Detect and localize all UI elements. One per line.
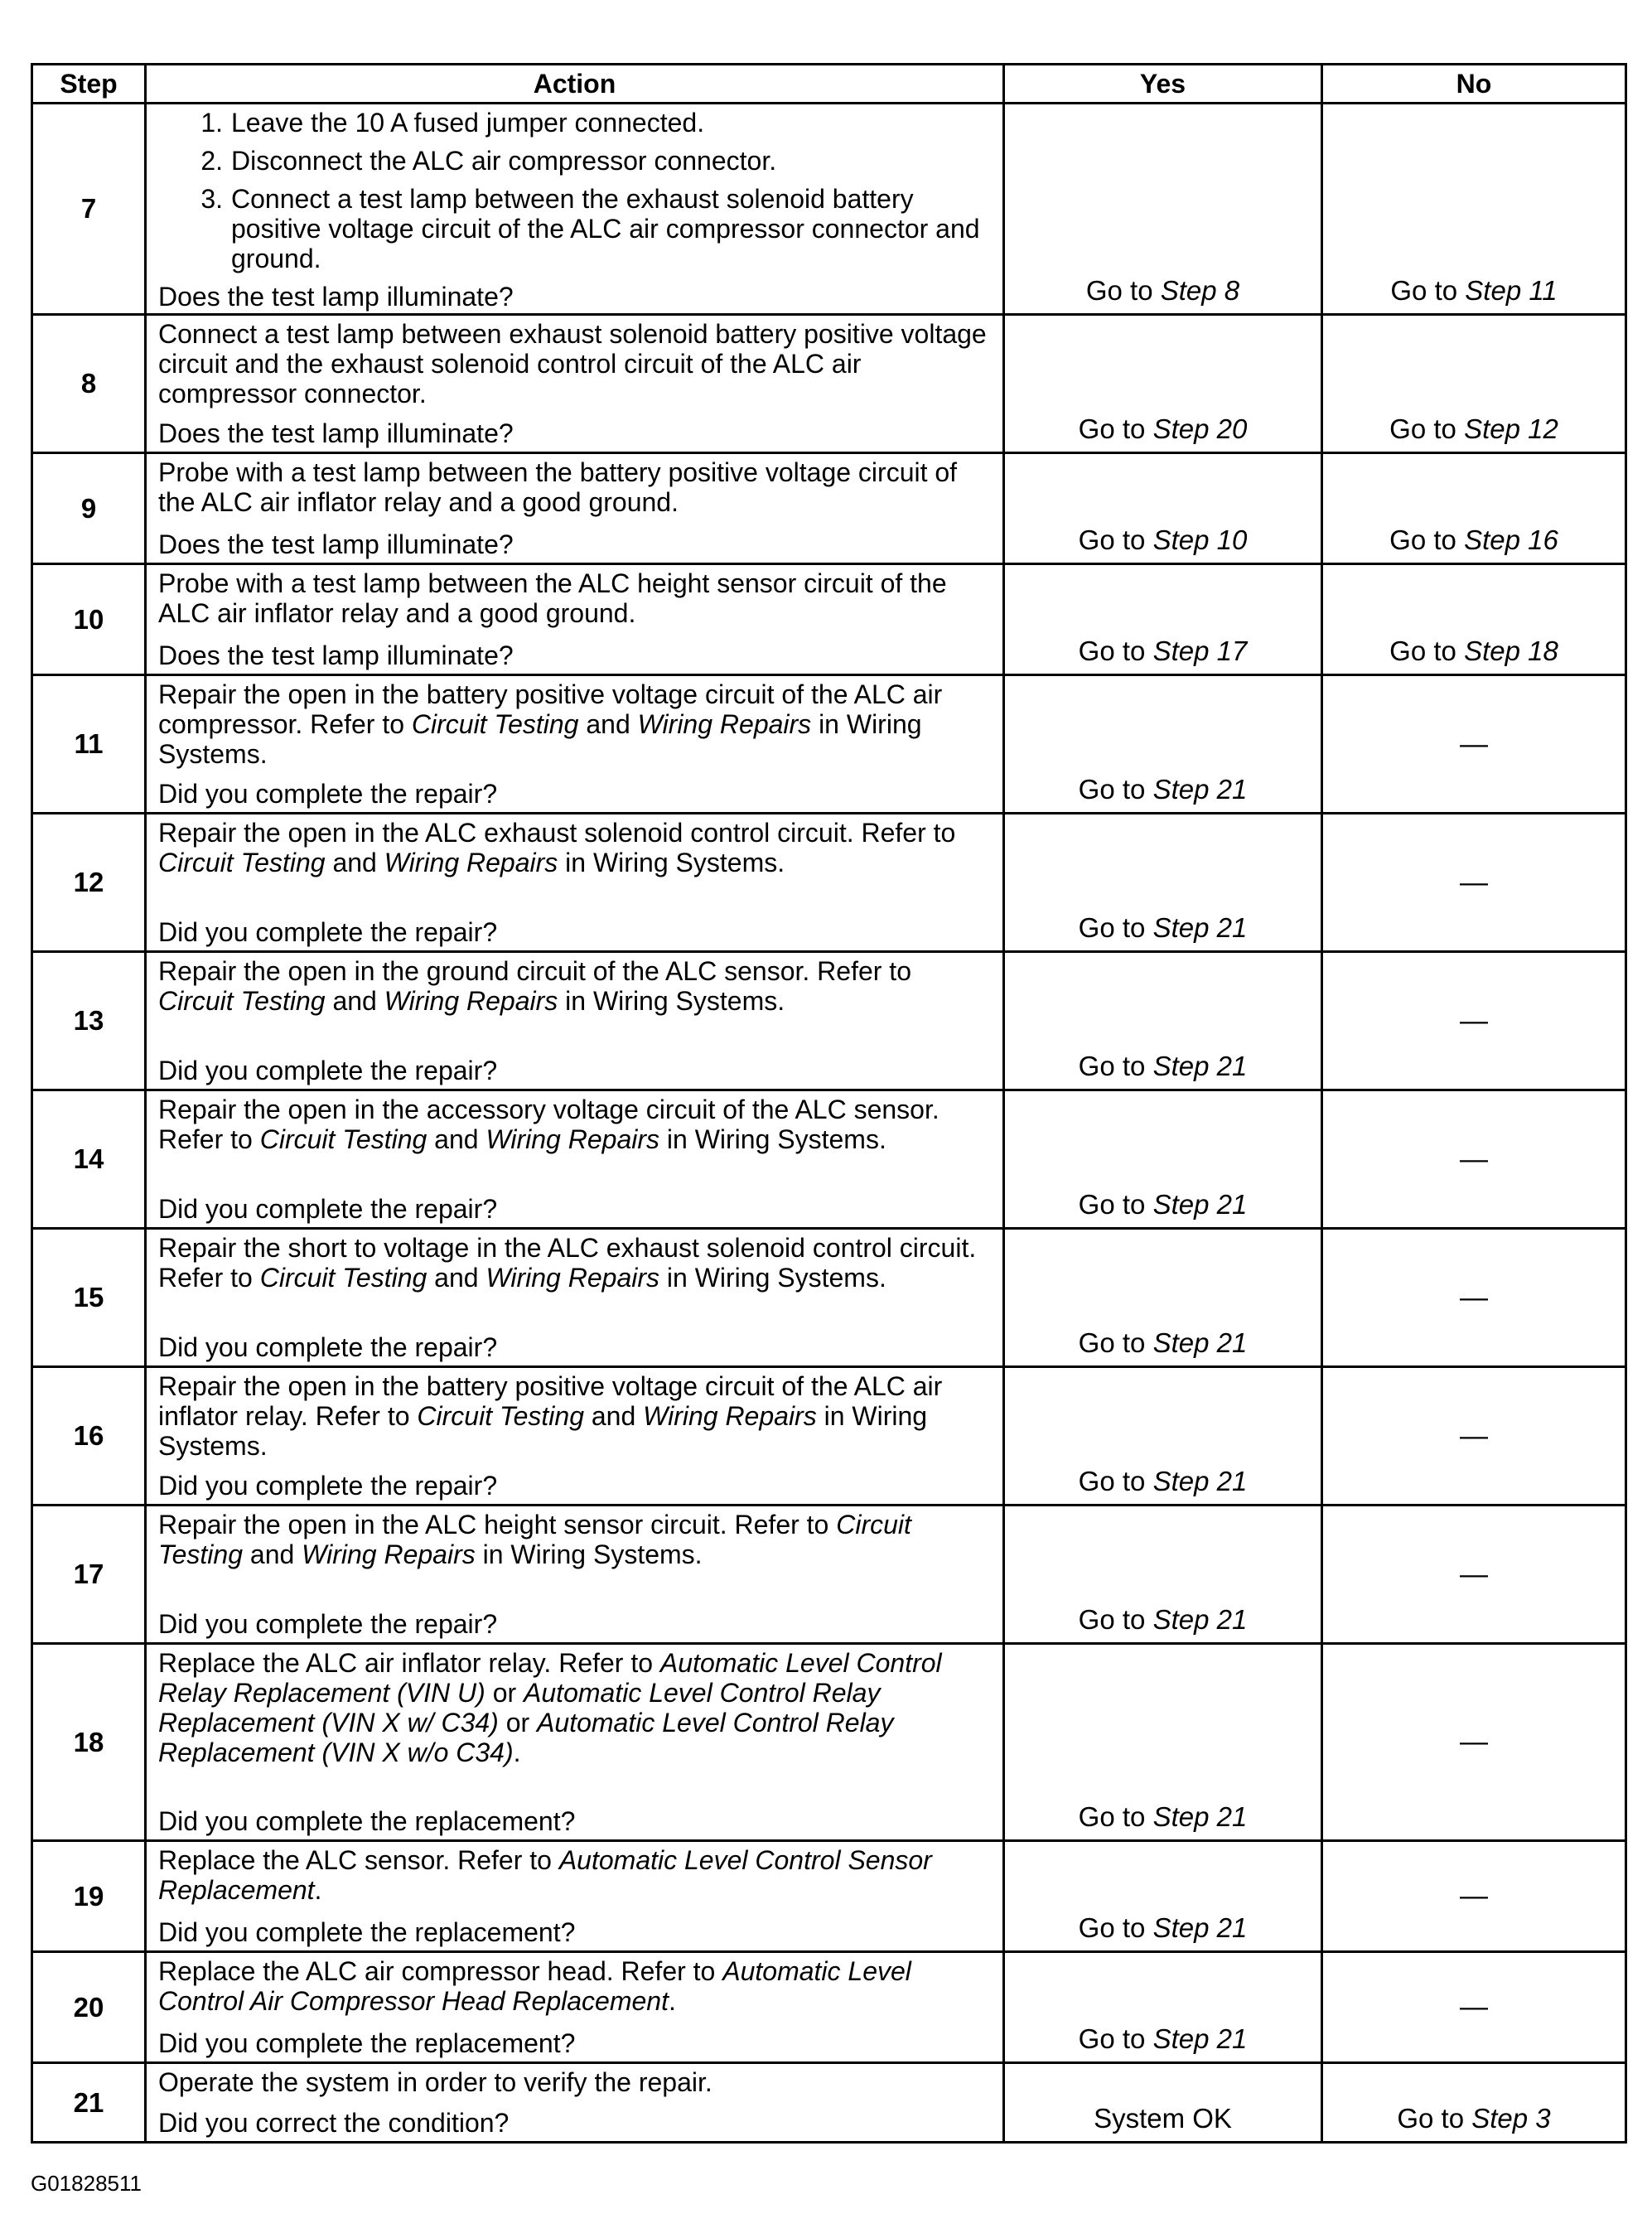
- action-text: Repair the short to voltage in the ALC exhaust solenoid control circuit. Refer to Circuit Testing and Wiring Repairs in Wiring Systems.: [158, 1233, 977, 1293]
- reference-link[interactable]: Circuit Testing: [417, 1401, 584, 1431]
- empty-dash: —: [1460, 1143, 1488, 1175]
- table-row: [32, 1229, 1626, 1367]
- header-row: [32, 65, 1626, 104]
- question-text: Did you complete the repair?: [158, 1471, 498, 1501]
- action-text: Repair the open in the ALC exhaust solenoid control circuit. Refer to Circuit Testing and Wiring Repairs in Wiring Systems.: [158, 818, 956, 877]
- yes-cell: Go to Step 21: [1004, 1367, 1322, 1506]
- step-number: 8: [32, 315, 146, 453]
- reference-link[interactable]: Wiring Repairs: [485, 1263, 659, 1293]
- yes-cell: [1004, 2063, 1322, 2143]
- reference-link[interactable]: Circuit Testing: [158, 1510, 911, 1569]
- no-cell: Go to Step 16: [1322, 453, 1626, 564]
- action-text: Replace the ALC air inflator relay. Refer to Automatic Level Control Relay Replacement (VIN U) or Automatic Level Control Relay Replacement (VIN X w/ C34) or Automatic Level Control Relay Replacement (VIN X w/o C34).: [158, 1648, 942, 1767]
- step-number: 13: [32, 952, 146, 1090]
- no-cell: [1322, 952, 1626, 1090]
- no-cell: [1322, 1506, 1626, 1644]
- table-row: [32, 1506, 1626, 1644]
- question-text: Did you complete the repair?: [158, 1332, 498, 1362]
- yes-cell: Go to Step 21: [1004, 1644, 1322, 1841]
- table-row: [32, 1644, 1626, 1841]
- action-text: Repair the open in the ALC height sensor circuit. Refer to Circuit Testing and Wiring Repairs in Wiring Systems.: [158, 1510, 911, 1569]
- reference-link[interactable]: Circuit Testing: [158, 848, 326, 877]
- action-cell: [146, 1506, 1004, 1644]
- step-number: 15: [32, 1229, 146, 1367]
- table-row: [32, 564, 1626, 675]
- step-number: 17: [32, 1506, 146, 1644]
- step-number: 11: [32, 675, 146, 814]
- reference-link[interactable]: Circuit Testing: [411, 709, 579, 739]
- action-text: Repair the open in the battery positive voltage circuit of the ALC air compressor. Refer to Circuit Testing and Wiring Repairs in Wiring Systems.: [158, 679, 943, 769]
- diagnostic-table-sheet: [31, 63, 1625, 2144]
- no-cell: Go to Step 3: [1322, 2063, 1626, 2143]
- yes-cell: Go to Step 21: [1004, 1841, 1322, 1952]
- action-text: Repair the open in the accessory voltage circuit of the ALC sensor. Refer to Circuit Testing and Wiring Repairs in Wiring Systems.: [158, 1095, 940, 1154]
- empty-dash: —: [1460, 1558, 1488, 1590]
- reference-link[interactable]: Circuit Testing: [158, 986, 326, 1016]
- question-text: Did you complete the repair?: [158, 779, 498, 809]
- empty-dash: —: [1460, 1004, 1488, 1037]
- step-link[interactable]: Step 21: [1152, 2023, 1248, 2054]
- reference-link[interactable]: Wiring Repairs: [384, 986, 558, 1016]
- list-item: 2. Disconnect the ALC air compressor connector.: [200, 146, 777, 176]
- header-yes: Yes: [1004, 65, 1322, 104]
- action-text: Probe with a test lamp between the battery positive voltage circuit of the ALC air inflator relay and a good ground.: [158, 457, 958, 517]
- action-cell: [146, 1841, 1004, 1952]
- question-text: Did you complete the repair?: [158, 1056, 498, 1085]
- question-text: Does the test lamp illuminate?: [158, 529, 514, 559]
- table-row: [32, 315, 1626, 453]
- action-text: Replace the ALC sensor. Refer to Automatic Level Control Sensor Replacement.: [158, 1845, 932, 1905]
- step-number: 9: [32, 453, 146, 564]
- action-cell: [146, 104, 1004, 315]
- reference-link[interactable]: Automatic Level Control Relay Replacement (VIN X w/ C34): [158, 1678, 881, 1738]
- step-number: 14: [32, 1090, 146, 1229]
- step-link[interactable]: Step 21: [1152, 1604, 1248, 1635]
- no-cell: [1322, 675, 1626, 814]
- action-cell: [146, 675, 1004, 814]
- empty-dash: —: [1460, 1419, 1488, 1452]
- reference-link[interactable]: Wiring Repairs: [485, 1124, 659, 1154]
- empty-dash: —: [1460, 1726, 1488, 1757]
- question-text: Did you complete the replacement?: [158, 1917, 576, 1947]
- question-text: Does the test lamp illuminate?: [158, 640, 514, 670]
- yes-cell: Go to Step 21: [1004, 1506, 1322, 1644]
- reference-link[interactable]: Wiring Repairs: [643, 1401, 817, 1431]
- action-cell: [146, 1367, 1004, 1506]
- no-cell: [1322, 1952, 1626, 2063]
- action-cell: [146, 564, 1004, 675]
- action-cell: [146, 2063, 1004, 2143]
- no-cell: [1322, 1090, 1626, 1229]
- header-no: No: [1322, 65, 1626, 104]
- yes-cell: Go to Step 17: [1004, 564, 1322, 675]
- step-number: 19: [32, 1841, 146, 1952]
- reference-link[interactable]: Wiring Repairs: [637, 709, 812, 739]
- reference-link[interactable]: Automatic Level Control Sensor Replacement: [158, 1845, 932, 1905]
- step-link[interactable]: Step 17: [1152, 636, 1248, 666]
- step-link[interactable]: Step 12: [1464, 413, 1558, 444]
- step-link[interactable]: Step 21: [1152, 1189, 1248, 1220]
- table-row: [32, 1841, 1626, 1952]
- yes-cell: Go to Step 21: [1004, 814, 1322, 952]
- substep-list: [158, 108, 993, 282]
- yes-cell: Go to Step 10: [1004, 453, 1322, 564]
- step-number: 10: [32, 564, 146, 675]
- action-text: Connect a test lamp between exhaust solenoid battery positive voltage circuit and the exhaust solenoid control circuit of the ALC air compressor connector.: [158, 319, 987, 408]
- table-row: [32, 952, 1626, 1090]
- table-row: [32, 104, 1626, 315]
- table-row: [32, 2063, 1626, 2143]
- yes-cell: Go to Step 21: [1004, 1952, 1322, 2063]
- empty-dash: —: [1460, 1281, 1488, 1313]
- step-link[interactable]: Step 21: [1152, 1912, 1248, 1943]
- table-row: [32, 1952, 1626, 2063]
- step-link[interactable]: Step 21: [1152, 1801, 1248, 1832]
- reference-link[interactable]: Wiring Repairs: [384, 848, 558, 877]
- reference-link[interactable]: Automatic Level Control Relay Replacement (VIN U): [158, 1648, 942, 1708]
- step-number: 7: [32, 104, 146, 315]
- action-cell: [146, 1644, 1004, 1841]
- table-row: [32, 675, 1626, 814]
- reference-link[interactable]: Automatic Level Control Relay Replacement (VIN X w/o C34): [158, 1708, 894, 1767]
- action-cell: [146, 814, 1004, 952]
- step-link[interactable]: Step 16: [1464, 524, 1558, 555]
- yes-cell: Go to Step 20: [1004, 315, 1322, 453]
- step-link[interactable]: Step 18: [1464, 636, 1558, 666]
- step-link[interactable]: Step 10: [1152, 524, 1248, 555]
- step-link[interactable]: Step 11: [1465, 275, 1558, 306]
- action-cell: [146, 1229, 1004, 1367]
- action-text: Probe with a test lamp between the ALC height sensor circuit of the ALC air inflator relay and a good ground.: [158, 568, 947, 628]
- no-cell: Go to Step 18: [1322, 564, 1626, 675]
- step-link[interactable]: Step 3: [1471, 2103, 1551, 2134]
- action-text: Replace the ALC air compressor head. Refer to Automatic Level Control Air Compressor Head Replacement.: [158, 1956, 911, 2016]
- yes-cell: Go to Step 21: [1004, 952, 1322, 1090]
- action-cell: [146, 453, 1004, 564]
- reference-link[interactable]: Circuit Testing: [259, 1263, 427, 1293]
- action-cell: [146, 315, 1004, 453]
- no-cell: [1322, 1367, 1626, 1506]
- yes-cell: Go to Step 8: [1004, 104, 1322, 315]
- empty-dash: —: [1460, 1991, 1488, 2023]
- step-link[interactable]: Step 21: [1152, 1466, 1248, 1496]
- action-text: Operate the system in order to verify the repair.: [158, 2067, 712, 2097]
- question-text: Did you complete the replacement?: [158, 2028, 576, 2058]
- system-ok-text: System OK: [1094, 2103, 1232, 2134]
- action-cell: [146, 1952, 1004, 2063]
- no-cell: [1322, 1229, 1626, 1367]
- empty-dash: —: [1460, 727, 1488, 760]
- step-link[interactable]: Step 21: [1152, 1051, 1248, 1081]
- yes-cell: Go to Step 21: [1004, 1229, 1322, 1367]
- table-row: [32, 1090, 1626, 1229]
- question-text: Does the test lamp illuminate?: [158, 418, 514, 448]
- action-cell: [146, 1090, 1004, 1229]
- header-step: Step: [32, 65, 146, 104]
- step-number: 20: [32, 1952, 146, 2063]
- table-row: [32, 814, 1626, 952]
- question-text: Did you complete the replacement?: [158, 1806, 576, 1836]
- step-number: 18: [32, 1644, 146, 1841]
- question-text: Did you complete the repair?: [158, 1609, 498, 1639]
- step-link[interactable]: Step 21: [1152, 1327, 1248, 1358]
- question-text: Does the test lamp illuminate?: [158, 282, 514, 312]
- action-text: Repair the open in the ground circuit of the ALC sensor. Refer to Circuit Testing and Wiring Repairs in Wiring Systems.: [158, 956, 911, 1016]
- reference-link[interactable]: Automatic Level Control Air Compressor Head Replacement: [158, 1956, 911, 2016]
- step-link[interactable]: Step 8: [1160, 275, 1240, 306]
- list-item: 1. Leave the 10 A fused jumper connected.: [200, 108, 705, 138]
- step-link[interactable]: Step 21: [1152, 912, 1248, 943]
- no-cell: Go to Step 11: [1322, 104, 1626, 315]
- step-number: 21: [32, 2063, 146, 2143]
- figure-id: G01828511: [31, 2171, 142, 2196]
- no-cell: [1322, 814, 1626, 952]
- no-cell: [1322, 1841, 1626, 1952]
- question-text: Did you complete the repair?: [158, 1194, 498, 1224]
- list-item: 3. Connect a test lamp between the exhaust solenoid battery positive voltage circuit of the ALC air compressor connector and ground.: [200, 184, 980, 273]
- header-action: Action: [146, 65, 1004, 104]
- yes-cell: Go to Step 21: [1004, 675, 1322, 814]
- reference-link[interactable]: Circuit Testing: [259, 1124, 427, 1154]
- action-text: Repair the open in the battery positive voltage circuit of the ALC air inflator relay. Refer to Circuit Testing and Wiring Repairs in Wiring Systems.: [158, 1371, 943, 1461]
- step-number: 12: [32, 814, 146, 952]
- step-link[interactable]: Step 20: [1152, 413, 1248, 444]
- no-cell: [1322, 1644, 1626, 1841]
- action-cell: [146, 952, 1004, 1090]
- diagnostic-table: [31, 63, 1627, 2144]
- empty-dash: —: [1460, 866, 1488, 898]
- step-number: 16: [32, 1367, 146, 1506]
- yes-cell: Go to Step 21: [1004, 1090, 1322, 1229]
- no-cell: Go to Step 12: [1322, 315, 1626, 453]
- question-text: Did you complete the repair?: [158, 917, 498, 947]
- table-row: [32, 1367, 1626, 1506]
- table-row: [32, 453, 1626, 564]
- question-text: Did you correct the condition?: [158, 2108, 510, 2138]
- reference-link[interactable]: Wiring Repairs: [302, 1539, 476, 1569]
- step-link[interactable]: Step 21: [1152, 774, 1248, 805]
- empty-dash: —: [1460, 1880, 1488, 1912]
